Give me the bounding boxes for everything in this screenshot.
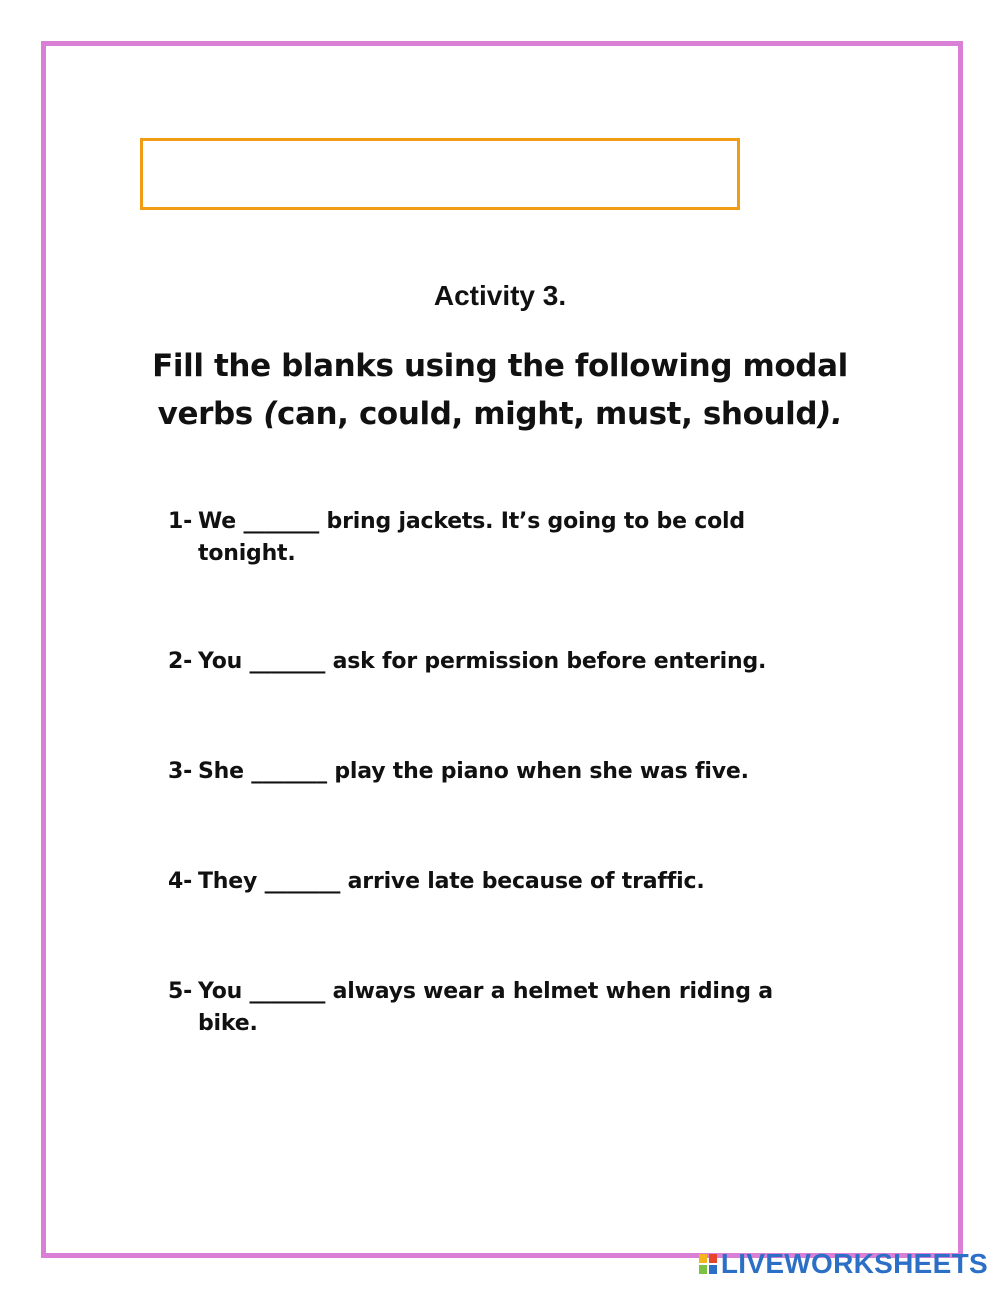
activity-title: Activity 3. xyxy=(433,280,567,311)
logo-text: LIVEWORKSHEETS xyxy=(720,1248,988,1279)
liveworksheets-blocks-icon xyxy=(699,1254,717,1274)
instructions xyxy=(120,342,880,438)
instruction-paren-close: ). xyxy=(817,396,843,432)
instruction-line-2-start: verbs xyxy=(157,396,264,432)
answer-box[interactable] xyxy=(140,138,740,210)
liveworksheets-logo[interactable] xyxy=(699,1248,988,1280)
instruction-line-1: Fill the blanks using the following modal xyxy=(152,348,848,384)
instruction-paren-open: ( xyxy=(263,396,278,432)
question-item-4 xyxy=(168,866,828,898)
question-number: 5- xyxy=(168,979,193,1004)
instruction-line-2 xyxy=(120,390,880,438)
question-item-5 xyxy=(168,976,828,1040)
question-number: 2- xyxy=(168,649,193,674)
question-item-3 xyxy=(168,756,828,788)
question-item-2 xyxy=(168,646,828,678)
question-text: We _______ bring jackets. It’s going to be cold tonight. xyxy=(198,509,745,566)
question-text: You _______ ask for permission before entering. xyxy=(198,649,767,674)
question-text: They _______ arrive late because of traffic. xyxy=(198,869,705,894)
question-number: 4- xyxy=(168,869,193,894)
question-number: 3- xyxy=(168,759,193,784)
question-number: 1- xyxy=(168,509,193,534)
instruction-modal-words: can, could, might, must, should xyxy=(277,396,818,432)
question-item-1 xyxy=(168,506,828,570)
question-text: She _______ play the piano when she was five. xyxy=(198,759,749,784)
question-text: You _______ always wear a helmet when riding a bike. xyxy=(198,979,773,1036)
